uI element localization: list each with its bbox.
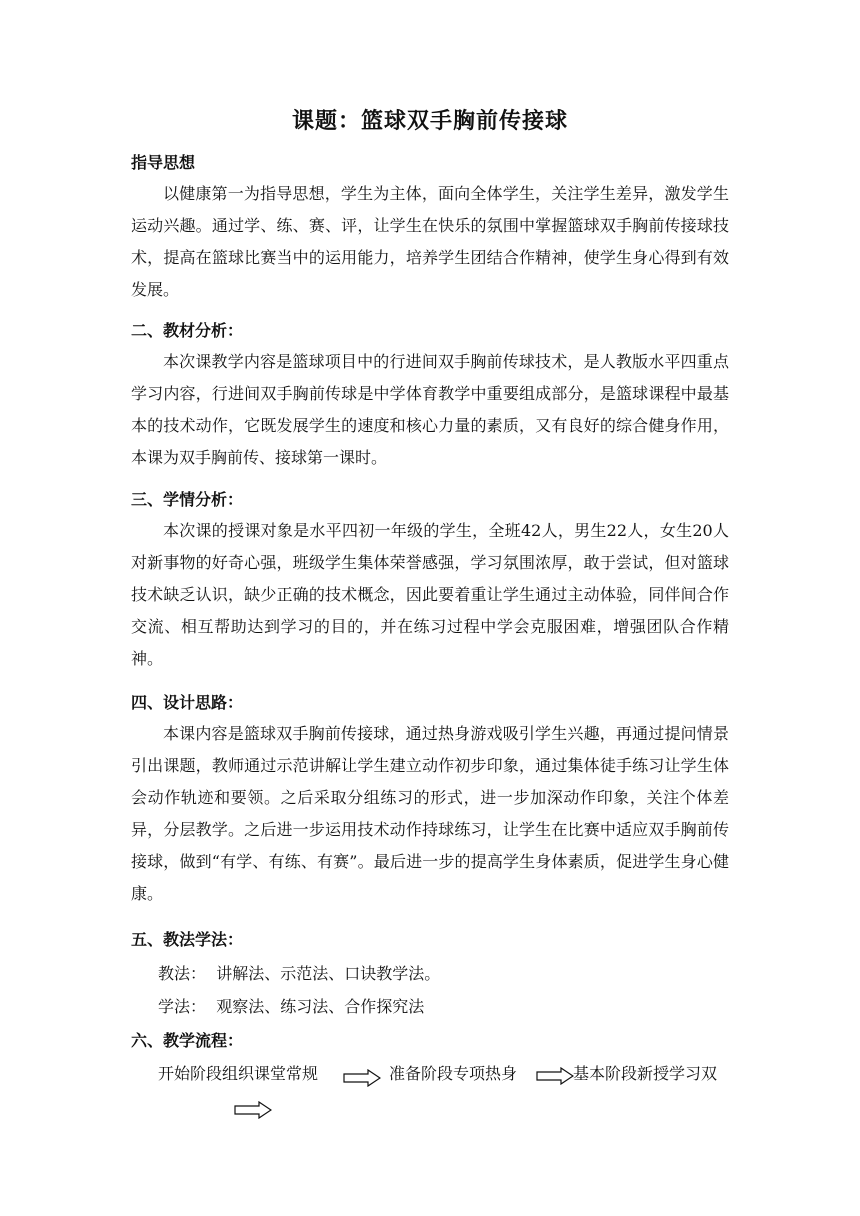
flow-step-prepare: 准备阶段专项热身 xyxy=(389,1064,518,1083)
learning-method-label: 学法： xyxy=(158,997,207,1016)
document-title: 课题：篮球双手胸前传接球 xyxy=(291,108,568,134)
teaching-method-label: 教法： xyxy=(158,964,207,983)
flow-step-start: 开始阶段组织课堂常规 xyxy=(158,1064,319,1083)
learning-method-line xyxy=(158,994,424,1017)
right-arrow-icon xyxy=(536,1067,574,1085)
section-heading-design-ideas: 四、设计思路： xyxy=(131,693,244,712)
learning-method-value: 观察法、练习法、合作探究法 xyxy=(216,997,425,1016)
section-body-design-ideas: 本课内容是篮球双手胸前传接球，通过热身游戏吸引学生兴趣，再通过提问情景引出课题，教师通过示范讲解让学生建立动作初步印象，通过集体徒手练习让学生体会动作轨迹和要领。之后采取分组练习的形式，进一步加深动作印象，关注个体差异，分层教学。之后进一步运用技术动作持球练习，让学生在比赛中适应双手胸前传接球，做到“有学、有练、有赛”。最后进一步的提高学生身体素质，促进学生身心健康。 xyxy=(131,724,729,903)
section-heading-student-analysis: 三、学情分析： xyxy=(131,490,244,509)
section-body-student-analysis: 本次课的授课对象是水平四初一年级的学生，全班42人，男生22人，女生20人对新事物的好奇心强，班级学生集体荣誉感强，学习氛围浓厚，敢于尝试，但对篮球技术缺乏认识，缺少正确的技术概念，因此要着重让学生通过主动体验，同伴间合作交流、相互帮助达到学习的目的，并在练习过程中学会克服困难，增强团队合作精神。 xyxy=(131,521,729,668)
teaching-method-line xyxy=(158,961,440,984)
section-body-material-analysis: 本次课教学内容是篮球项目中的行进间双手胸前传球技术，是人教版水平四重点学习内容，行进间双手胸前传球是中学体育教学中重要组成部分，是篮球课程中最基本的技术动作，它既发展学生的速度和核心力量的素质，又有良好的综合健身作用，本课为双手胸前传、接球第一课时。 xyxy=(131,352,729,467)
right-arrow-icon xyxy=(343,1069,381,1087)
section-heading-material-analysis: 二、教材分析： xyxy=(131,321,244,340)
right-arrow-icon xyxy=(234,1101,272,1119)
teaching-method-value: 讲解法、示范法、口诀教学法。 xyxy=(216,964,441,983)
flow-step-basic: 基本阶段新授学习双 xyxy=(573,1064,718,1083)
section-heading-teaching-flow: 六、教学流程： xyxy=(131,1031,244,1050)
section-heading-guiding-ideology: 指导思想 xyxy=(131,153,196,172)
section-body-guiding-ideology: 以健康第一为指导思想，学生为主体，面向全体学生，关注学生差异，激发学生运动兴趣。通过学、练、赛、评，让学生在快乐的氛围中掌握篮球双手胸前传接球技术，提高在篮球比赛当中的运用能力，培养学生团结合作精神，使学生身心得到有效发展。 xyxy=(131,184,729,299)
section-heading-teaching-methods: 五、教法学法： xyxy=(131,930,244,949)
